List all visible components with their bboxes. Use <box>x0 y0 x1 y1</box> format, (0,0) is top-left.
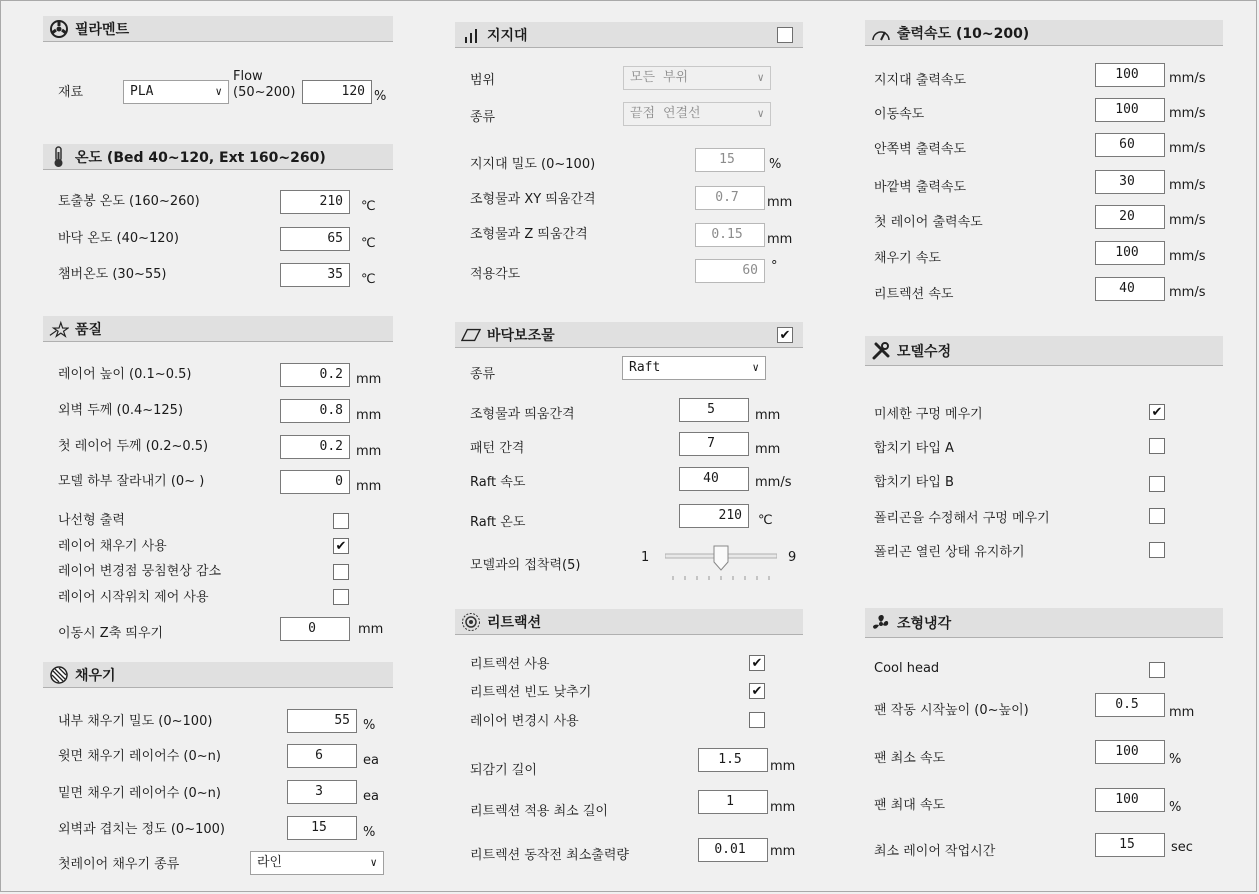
platform-type-label: 종류 <box>470 367 496 382</box>
support-speed-unit: mm/s <box>1169 71 1206 86</box>
material-select[interactable] <box>123 80 229 104</box>
support-z-gap-input[interactable]: 0.15 <box>695 223 765 247</box>
fill-small-holes-checkbox[interactable] <box>1149 404 1165 420</box>
model-fix-section-header <box>865 336 1223 366</box>
tools-icon <box>871 341 891 361</box>
first-layer-thickness-input[interactable]: 0.2 <box>280 435 350 459</box>
nozzle-temp-input[interactable]: 210 <box>280 190 350 214</box>
retraction-min-extrusion-unit: mm <box>770 844 796 859</box>
chamber-temp-label: 챔버온도 (30~55) <box>58 267 167 282</box>
bottom-cut-unit: mm <box>356 479 382 494</box>
retraction-min-travel-unit: mm <box>770 800 796 815</box>
bottom-layers-unit: ea <box>363 789 379 804</box>
support-density-unit: % <box>769 157 782 172</box>
retraction-distance-input[interactable]: 1.5 <box>698 748 768 772</box>
filament-spool-icon <box>49 19 69 39</box>
thermometer-icon <box>49 147 69 167</box>
first-layer-thickness-unit: mm <box>356 444 382 459</box>
retraction-section-header <box>455 609 803 635</box>
seam-reduce-label: 레이어 변경점 뭉침현상 감소 <box>58 564 222 579</box>
retraction-enable-label: 리트렉션 사용 <box>470 657 550 672</box>
chevron-down-icon: ∨ <box>370 856 377 869</box>
infill-title: 채우기 <box>75 667 116 684</box>
chevron-down-icon: ∨ <box>752 361 759 374</box>
infill-speed-label: 채우기 속도 <box>874 251 941 266</box>
support-angle-input[interactable]: 60 <box>695 259 765 283</box>
wall-thickness-label: 외벽 두께 (0.4~125) <box>58 403 184 418</box>
speed-section-header <box>865 20 1223 46</box>
retraction-speed-unit: mm/s <box>1169 285 1206 300</box>
wall-thickness-unit: mm <box>356 408 382 423</box>
slider-thumb[interactable] <box>714 546 728 570</box>
top-layers-input[interactable]: 6 <box>287 744 357 768</box>
min-layer-time-label: 최소 레이어 작업시간 <box>874 844 996 859</box>
polygon-fix-label: 폴리곤을 수정해서 구멍 메우기 <box>874 511 1050 526</box>
top-layers-unit: ea <box>363 753 379 768</box>
speedometer-icon <box>871 23 891 43</box>
flow-unit: % <box>374 89 387 104</box>
support-density-input[interactable]: 15 <box>695 148 765 172</box>
chevron-down-icon: ∨ <box>757 71 764 84</box>
retraction-title: 리트랙션 <box>487 614 542 631</box>
travel-speed-input[interactable]: 100 <box>1095 98 1165 122</box>
retraction-reduce-checkbox[interactable] <box>749 683 765 699</box>
flow-label-line1: Flow <box>233 69 263 84</box>
keep-open-polygon-checkbox[interactable] <box>1149 542 1165 558</box>
fan-start-height-input[interactable]: 0.5 <box>1095 693 1165 717</box>
support-title: 지지대 <box>487 27 528 44</box>
support-angle-unit: ° <box>771 259 778 274</box>
support-z-gap-label: 조형물과 Z 띄움간격 <box>470 227 588 242</box>
retraction-layer-change-checkbox[interactable] <box>749 712 765 728</box>
top-layers-label: 윗면 채우기 레이어수 (0~n) <box>58 749 221 764</box>
quality-title: 품질 <box>75 321 103 338</box>
platform-type-value: Raft <box>629 360 661 375</box>
support-enable-checkbox[interactable] <box>777 27 793 43</box>
material-label: 재료 <box>58 85 84 100</box>
raft-temp-unit: ℃ <box>758 513 773 528</box>
first-layer-fill-label: 첫레이어 채우기 종류 <box>58 857 180 872</box>
retraction-min-extrusion-label: 리트렉션 동작전 최소출력량 <box>470 848 629 863</box>
first-layer-fill-select[interactable] <box>250 851 384 875</box>
infill-density-input[interactable]: 55 <box>287 709 357 733</box>
support-range-value: 모든 부위 <box>630 70 689 85</box>
zhop-label: 이동시 Z축 띄우기 <box>58 626 164 641</box>
bottom-cut-input[interactable]: 0 <box>280 470 350 494</box>
outer-wall-speed-unit: mm/s <box>1169 178 1206 193</box>
model-fix-title: 모델수정 <box>897 343 952 360</box>
platform-type-select[interactable] <box>622 356 766 380</box>
support-density-label: 지지대 밀도 (0~100) <box>470 157 596 172</box>
fan-max-speed-label: 팬 최대 속도 <box>874 798 946 813</box>
inner-wall-speed-label: 안쪽벽 출력속도 <box>874 142 967 157</box>
support-angle-label: 적용각도 <box>470 267 521 282</box>
first-layer-speed-input[interactable]: 20 <box>1095 205 1165 229</box>
layer-height-input[interactable]: 0.2 <box>280 363 350 387</box>
platform-title: 바닥보조물 <box>487 327 555 344</box>
cooling-section-header <box>865 608 1223 638</box>
infill-speed-unit: mm/s <box>1169 249 1206 264</box>
raft-gap-input[interactable]: 5 <box>679 398 749 422</box>
pattern-gap-input[interactable]: 7 <box>679 432 749 456</box>
adhesion-max-label: 9 <box>788 550 797 565</box>
support-section-header <box>455 22 803 48</box>
fan-min-speed-unit: % <box>1169 752 1182 767</box>
raft-temp-input[interactable]: 210 <box>679 504 749 528</box>
retraction-min-extrusion-input[interactable]: 0.01 <box>698 838 768 862</box>
support-z-gap-unit: mm <box>767 232 793 247</box>
chevron-down-icon: ∨ <box>757 107 764 120</box>
fan-icon <box>871 613 891 633</box>
pattern-gap-label: 패턴 간격 <box>470 441 525 456</box>
raft-gap-unit: mm <box>755 408 781 423</box>
support-xy-gap-label: 조형물과 XY 띄움간격 <box>470 192 596 207</box>
adhesion-label: 모델과의 접착력(5) <box>470 558 581 573</box>
retraction-layer-change-label: 레이어 변경시 사용 <box>470 714 579 729</box>
chamber-temp-unit: ℃ <box>361 272 376 287</box>
adhesion-slider[interactable] <box>665 544 777 584</box>
support-speed-label: 지지대 출력속도 <box>874 73 967 88</box>
retraction-min-travel-label: 리트렉션 적용 최소 길이 <box>470 804 608 819</box>
infill-pattern-icon <box>49 665 69 685</box>
fan-min-speed-label: 팬 최소 속도 <box>874 751 946 766</box>
star-icon <box>49 319 69 339</box>
travel-speed-label: 이동속도 <box>874 107 925 122</box>
zhop-unit: mm <box>358 622 384 637</box>
keep-open-polygon-label: 폴리곤 열린 상태 유지하기 <box>874 545 1025 560</box>
cooling-title: 조형냉각 <box>897 615 952 632</box>
slider-ticks <box>673 576 769 580</box>
bottom-layers-input[interactable]: 3 <box>287 780 357 804</box>
nozzle-temp-label: 토출봉 온도 (160~260) <box>58 194 200 209</box>
support-type-value: 끝점 연결선 <box>630 106 701 121</box>
raft-temp-label: Raft 온도 <box>470 515 526 530</box>
retraction-distance-label: 되감기 길이 <box>470 763 537 778</box>
fan-start-height-unit: mm <box>1169 705 1195 720</box>
retraction-distance-unit: mm <box>770 759 796 774</box>
inner-wall-speed-unit: mm/s <box>1169 141 1206 156</box>
retraction-reduce-label: 리트렉션 빈도 낮추기 <box>470 685 592 700</box>
filament-title: 필라멘트 <box>75 21 130 38</box>
bed-temp-unit: ℃ <box>361 236 376 251</box>
material-select-value: PLA <box>130 84 154 99</box>
layer-start-checkbox[interactable] <box>333 589 349 605</box>
cool-head-label: Cool head <box>874 661 940 676</box>
layer-height-unit: mm <box>356 372 382 387</box>
infill-overlap-label: 외벽과 겹치는 정도 (0~100) <box>58 822 225 837</box>
infill-speed-input[interactable]: 100 <box>1095 241 1165 265</box>
speed-title: 출력속도 (10~200) <box>897 25 1030 42</box>
first-layer-speed-label: 첫 레이어 출력속도 <box>874 215 983 230</box>
raft-speed-input[interactable]: 40 <box>679 467 749 491</box>
fan-min-speed-input[interactable]: 100 <box>1095 740 1165 764</box>
infill-overlap-unit: % <box>363 825 376 840</box>
merge-type-a-checkbox[interactable] <box>1149 438 1165 454</box>
first-layer-thickness-label: 첫 레이어 두께 (0.2~0.5) <box>58 439 209 454</box>
bar-chart-icon <box>461 25 481 45</box>
merge-type-b-label: 합치기 타입 B <box>874 475 954 490</box>
raft-gap-label: 조형물과 띄움간격 <box>470 407 575 422</box>
temperature-title: 온도 (Bed 40~120, Ext 160~260) <box>75 149 326 166</box>
infill-density-unit: % <box>363 718 376 733</box>
min-layer-time-input[interactable]: 15 <box>1095 833 1165 857</box>
chamber-temp-input[interactable]: 35 <box>280 263 350 287</box>
zhop-input[interactable]: 0 <box>280 617 350 641</box>
support-type-select[interactable] <box>623 102 771 126</box>
adhesion-slider-graphic <box>665 544 777 584</box>
adhesion-min-label: 1 <box>641 550 650 565</box>
outer-wall-speed-label: 바깥벽 출력속도 <box>874 180 967 195</box>
first-layer-fill-value: 라인 <box>257 855 283 870</box>
infill-section-header <box>43 662 393 688</box>
platform-section-header <box>455 322 803 348</box>
eraser-icon <box>461 325 481 345</box>
filament-section-header <box>43 16 393 42</box>
raft-speed-unit: mm/s <box>755 475 792 490</box>
bed-temp-input[interactable]: 65 <box>280 227 350 251</box>
temperature-section-header <box>43 144 393 170</box>
support-range-select[interactable] <box>623 66 771 90</box>
pattern-gap-unit: mm <box>755 442 781 457</box>
travel-speed-unit: mm/s <box>1169 106 1206 121</box>
fan-max-speed-unit: % <box>1169 800 1182 815</box>
support-type-label: 종류 <box>470 110 496 125</box>
nozzle-temp-unit: ℃ <box>361 199 376 214</box>
fill-small-holes-label: 미세한 구멍 메우기 <box>874 407 983 422</box>
min-layer-time-unit: sec <box>1171 840 1193 855</box>
support-xy-gap-input[interactable]: 0.7 <box>695 186 765 210</box>
polygon-fix-checkbox[interactable] <box>1149 508 1165 524</box>
bottom-layers-label: 밑면 채우기 레이어수 (0~n) <box>58 786 221 801</box>
spiral-checkbox[interactable] <box>333 513 349 529</box>
flow-label-line2: (50~200) <box>233 85 296 100</box>
retraction-enable-checkbox[interactable] <box>749 655 765 671</box>
wall-thickness-input[interactable]: 0.8 <box>280 399 350 423</box>
bed-temp-label: 바닥 온도 (40~120) <box>58 231 179 246</box>
retraction-speed-label: 리트렉션 속도 <box>874 287 954 302</box>
bottom-cut-label: 모델 하부 잘라내기 (0~ ) <box>58 474 205 489</box>
retraction-min-travel-input[interactable]: 1 <box>698 790 768 814</box>
layer-height-label: 레이어 높이 (0.1~0.5) <box>58 367 192 382</box>
inner-wall-speed-input[interactable]: 60 <box>1095 133 1165 157</box>
retraction-speed-input[interactable]: 40 <box>1095 277 1165 301</box>
seam-reduce-checkbox[interactable] <box>333 564 349 580</box>
support-range-label: 범위 <box>470 73 496 88</box>
merge-type-a-label: 합치기 타입 A <box>874 441 954 456</box>
outer-wall-speed-input[interactable]: 30 <box>1095 170 1165 194</box>
first-layer-speed-unit: mm/s <box>1169 213 1206 228</box>
retraction-icon <box>461 612 481 632</box>
spiral-label: 나선형 출력 <box>58 513 125 528</box>
support-xy-gap-unit: mm <box>767 195 793 210</box>
layer-fill-checkbox[interactable] <box>333 538 349 554</box>
platform-enable-checkbox[interactable] <box>777 327 793 343</box>
fan-max-speed-input[interactable]: 100 <box>1095 788 1165 812</box>
support-speed-input[interactable]: 100 <box>1095 63 1165 87</box>
flow-input[interactable]: 120 <box>302 80 372 104</box>
chevron-down-icon: ∨ <box>215 85 222 98</box>
layer-start-label: 레이어 시작위치 제어 사용 <box>58 590 209 605</box>
merge-type-b-checkbox[interactable] <box>1149 476 1165 492</box>
fan-start-height-label: 팬 작동 시작높이 (0~높이) <box>874 703 1029 718</box>
infill-overlap-input[interactable]: 15 <box>287 816 357 840</box>
layer-fill-label: 레이어 채우기 사용 <box>58 539 167 554</box>
cool-head-checkbox[interactable] <box>1149 662 1165 678</box>
infill-density-label: 내부 채우기 밀도 (0~100) <box>58 714 213 729</box>
quality-section-header <box>43 316 393 342</box>
raft-speed-label: Raft 속도 <box>470 475 526 490</box>
